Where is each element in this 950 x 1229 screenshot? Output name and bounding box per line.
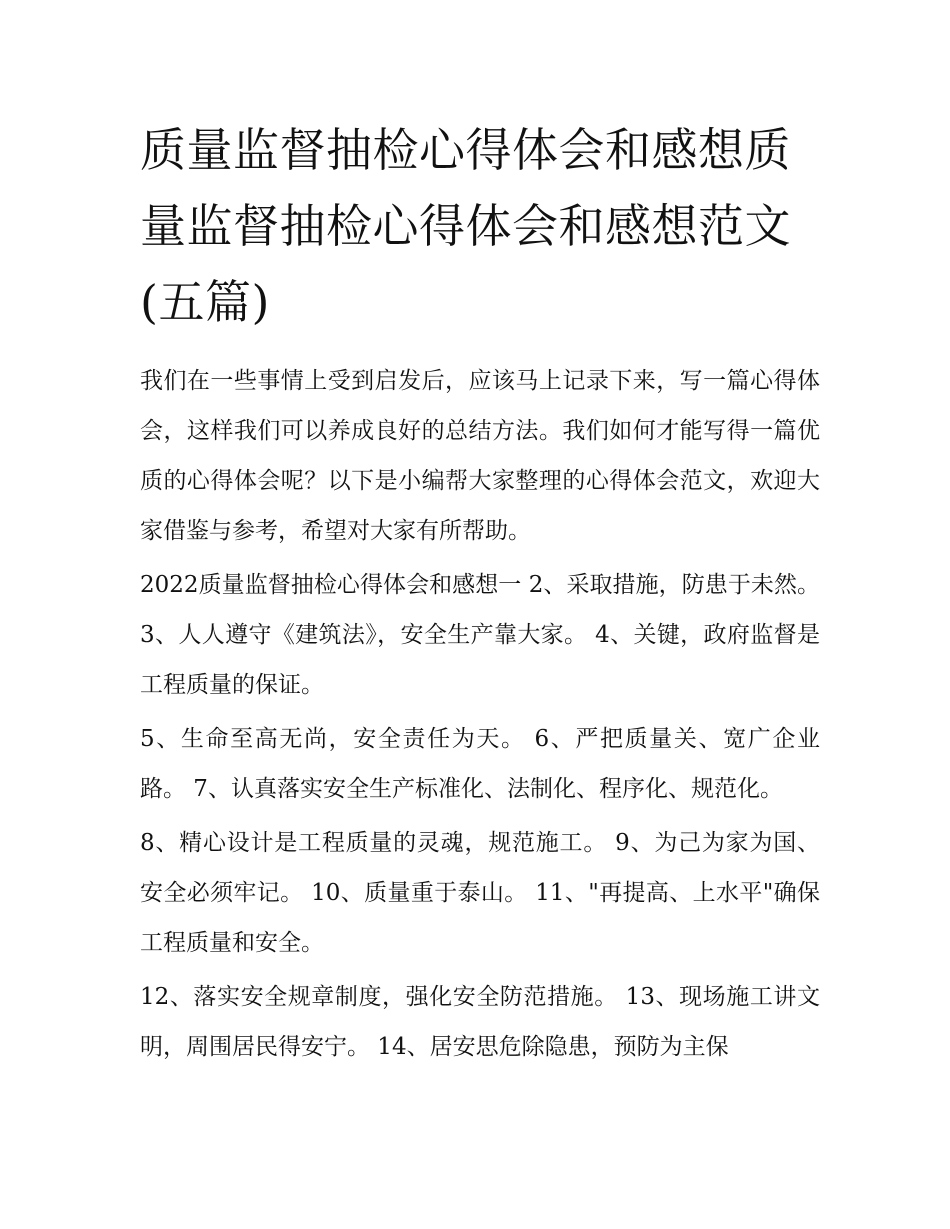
body-paragraph: 5、生命至高无尚，安全责任为天。 6、严把质量关、宽广企业路。 7、认真落实安全生产标准化、法制化、程序化、规范化。 (140, 726, 820, 802)
body-paragraph: 8、精心设计是工程质量的灵魂，规范施工。 9、为己为家为国、安全必须牢记。 10、质量重于泰山。 11、"再提高、上水平"确保工程质量和安全。 (140, 830, 820, 956)
document-page (140, 112, 820, 1076)
body-paragraph: 2022质量监督抽检心得体会和感想一 2、采取措施，防患于未然。 3、人人遵守《建筑法》，安全生产靠大家。 4、关键，政府监督是工程质量的保证。 (140, 572, 820, 698)
intro-paragraph: 我们在一些事情上受到启发后，应该马上记录下来，写一篇心得体会，这样我们可以养成良好的总结方法。我们如何才能写得一篇优质的心得体会呢？以下是小编帮大家整理的心得体会范文，欢迎大家借鉴与参考，希望对大家有所帮助。 (140, 368, 820, 544)
document-title: 质量监督抽检心得体会和感想质量监督抽检心得体会和感想范文(五篇) (140, 123, 791, 329)
body-paragraph: 12、落实安全规章制度，强化安全防范措施。 13、现场施工讲文明，周围居民得安宁。 14、居安思危除隐患，预防为主保 (140, 984, 820, 1060)
